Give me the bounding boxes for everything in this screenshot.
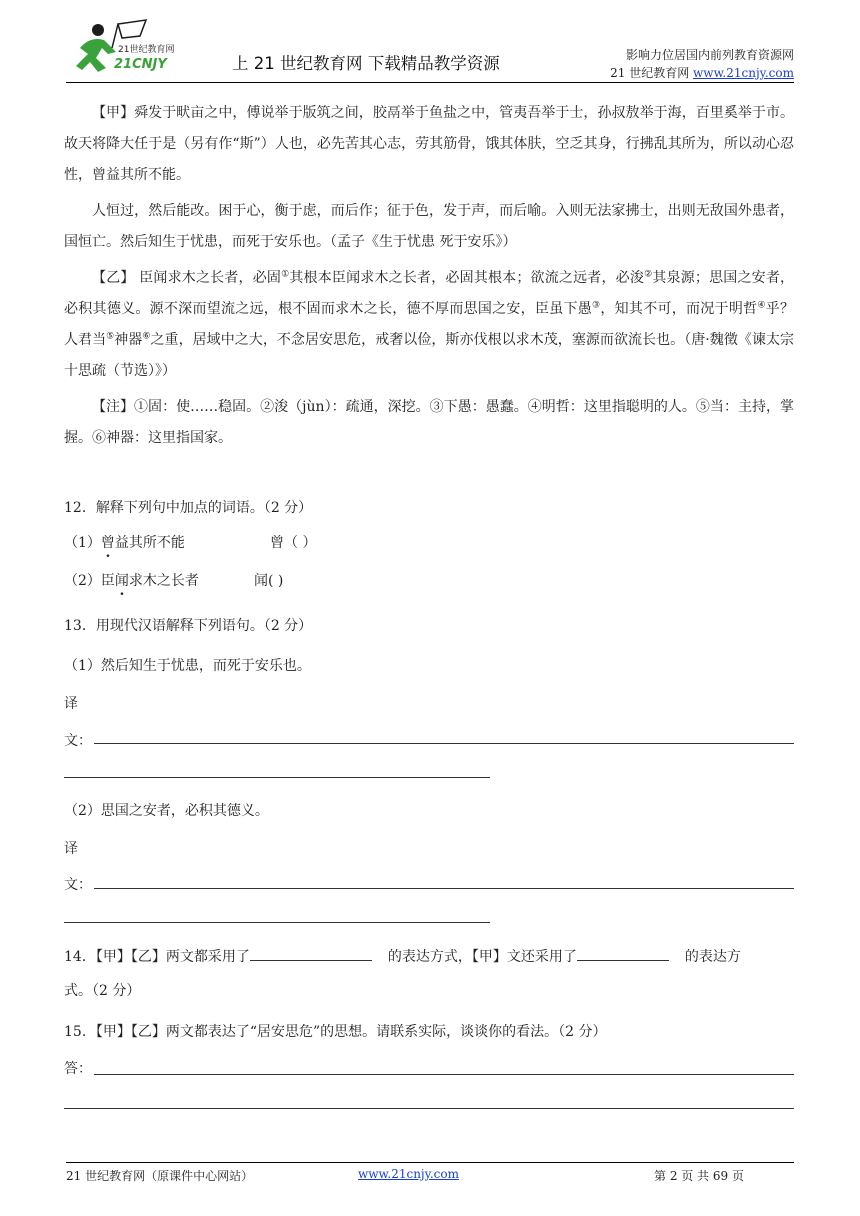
header-title: 上 21 世纪教育网 下载精品教学资源 bbox=[232, 54, 500, 73]
question-13-1: （1）然后知生于忧患，而死于安乐也。 bbox=[64, 658, 311, 674]
passage-yi: 【乙】 臣闻求木之长者，必固①其根本臣闻求木之长者，必固其根本；欲流之远者，必浚②其泉源；思国之安者，必积其德义。源不深而望流之远，根不固而求木之长，德不厚而思国之安，臣虽下愚③，知其不可，而况于明哲④乎？人君当⑤神器⑥之重，居域中之大，不念居安思危，戒奢以俭，斯亦伐根以求木茂，塞源而欲流长也。（唐·魏徵《谏太宗十思疏（节选）》） bbox=[64, 269, 795, 379]
answer-13-2-line1[interactable] bbox=[94, 888, 794, 889]
passage-jia-para1: 【甲】舜发于畎亩之中，傅说举于版筑之间，胶鬲举于鱼盐之中，管夷吾举于士，孙叔敖举于海，百里奚举于市。故天将降大任于是（另有作“斯”）人也，必先苦其心志，劳其筋骨，饿其体肤，空乏其身，行拂乱其所为，所以动心忍性，曾益其所不能。 bbox=[64, 105, 794, 183]
passage-note: 【注】①固：使……稳固。②浚（jùn）：疏通，深挖。③下愚：愚蠢。④明哲：这里指聪明的人。⑤当：主持，掌握。⑥神器：这里指国家。 bbox=[64, 399, 794, 446]
header-slogan: 影响力位居国内前列教育资源网 bbox=[625, 48, 794, 62]
passage-jia-para2: 人恒过，然后能改。困于心，衡于虑，而后作；征于色，发于声，而后喻。入则无法家拂士，出则无敌国外患者，国恒亡。然后知生于忧患，而死于安乐也。（孟子《生于忧患 死于安乐》） bbox=[64, 203, 794, 250]
header-site bbox=[610, 64, 794, 81]
translation-label-2a: 译 bbox=[64, 841, 78, 857]
logo-text-bottom: 21CNJY bbox=[114, 57, 167, 72]
footer-site-name: 21 世纪教育网（原课件中心网站） bbox=[66, 1169, 254, 1183]
dotted-char-ceng: 曾 bbox=[100, 535, 115, 551]
question-12-1: （1）曾益其所不能 bbox=[64, 535, 185, 551]
runner-logo-icon bbox=[60, 18, 200, 80]
answer-12-1-field[interactable]: 曾（ ） bbox=[270, 535, 317, 551]
answer-15-label: 答： bbox=[64, 1061, 92, 1077]
footer-divider bbox=[66, 1162, 794, 1163]
question-12-2: （2）臣闻求木之长者 bbox=[64, 573, 199, 589]
question-13-2: （2）思国之安者，必积其德义。 bbox=[64, 803, 269, 819]
page-number: 第 2 页 共 69 页 bbox=[654, 1169, 744, 1183]
question-12: 12．解释下列句中加点的词语。（2 分） bbox=[64, 500, 313, 516]
question-14: 14．【甲】【乙】两文都采用了 的表达方式，【甲】文还采用了 的表达方 bbox=[64, 946, 741, 966]
header-divider bbox=[66, 82, 794, 83]
answer-15-line1[interactable] bbox=[94, 1074, 794, 1075]
passages bbox=[64, 98, 794, 454]
footer-url-link[interactable]: www.21cnjy.com bbox=[358, 1167, 459, 1181]
logo-text-top: 21世纪教育网 bbox=[118, 45, 175, 55]
header-site-name: 21 世纪教育网 bbox=[610, 66, 694, 80]
question-15: 15．【甲】【乙】两文都表达了“居安思危”的思想。请联系实际，谈谈你的看法。（2 分） bbox=[64, 1024, 607, 1040]
question-14-cont: 式。（2 分） bbox=[64, 983, 141, 999]
question-13: 13．用现代汉语解释下列语句。（2 分） bbox=[64, 618, 313, 634]
answer-13-1-line1[interactable] bbox=[94, 743, 794, 744]
answer-14-blank-1[interactable] bbox=[250, 946, 372, 961]
answer-14-blank-2[interactable] bbox=[577, 946, 669, 961]
answer-15-line2[interactable] bbox=[64, 1108, 794, 1109]
answer-13-2-line2[interactable] bbox=[64, 922, 490, 923]
translation-label-2b: 文： bbox=[64, 877, 92, 893]
translation-label-1b: 文： bbox=[64, 733, 92, 749]
dotted-char-wen: 闻 bbox=[114, 573, 129, 589]
translation-label-1a: 译 bbox=[64, 696, 78, 712]
answer-13-1-line2[interactable] bbox=[64, 777, 490, 778]
header-url-link[interactable]: www.21cnjy.com bbox=[693, 66, 794, 80]
answer-12-2-field[interactable]: 闻( ) bbox=[254, 573, 284, 589]
site-logo bbox=[60, 18, 200, 80]
